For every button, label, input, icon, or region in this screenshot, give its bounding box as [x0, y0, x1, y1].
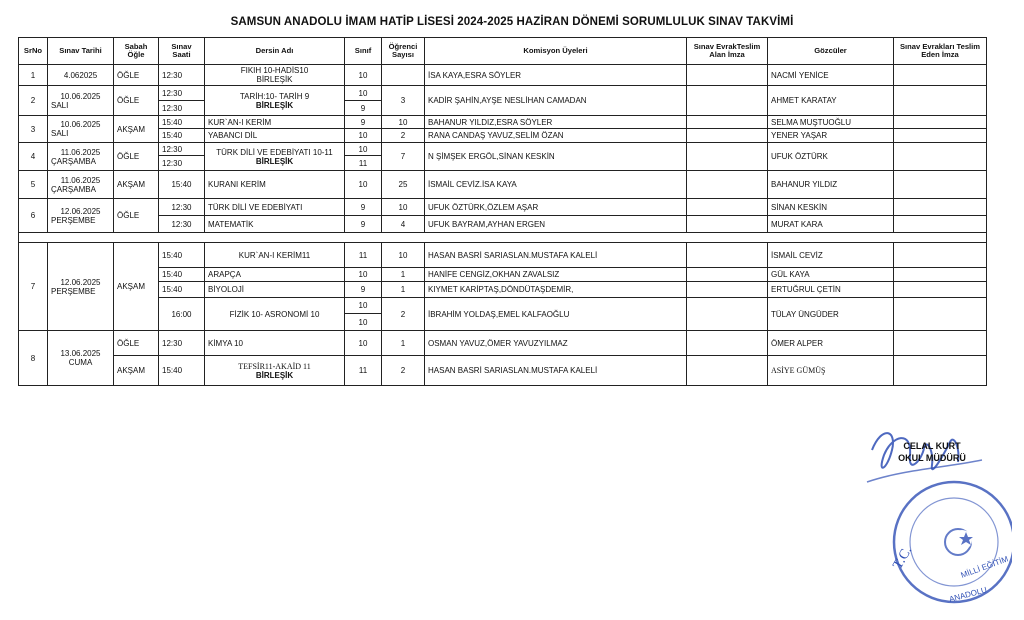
cell-period: ÖĞLE [114, 86, 159, 116]
cell-period: AKŞAM [114, 243, 159, 331]
header-receive-sign: Sınav EvrakTeslim Alan İmza [687, 38, 768, 65]
cell-class: 10 [345, 129, 382, 143]
cell-period: AKŞAM [114, 116, 159, 143]
cell-committee: UFUK BAYRAM,AYHAN ERGEN [425, 216, 687, 233]
header-class: Sınıf [345, 38, 382, 65]
cell-deliver-sign [894, 331, 987, 356]
cell-time: 15:40 [159, 243, 205, 268]
cell-course: BİYOLOJİ [205, 282, 345, 298]
cell-class: 10 [345, 331, 382, 356]
cell-proctor: AHMET KARATAY [768, 86, 894, 116]
cell-count: 1 [382, 282, 425, 298]
cell-deliver-sign [894, 282, 987, 298]
cell-receive-sign [687, 86, 768, 116]
cell-course: TÜRK DİLİ VE EDEBİYATI [205, 199, 345, 216]
cell-date: 4.062025 [48, 65, 114, 86]
cell-committee: İBRAHİM YOLDAŞ,EMEL KALFAOĞLU [425, 298, 687, 331]
spacer-cell [19, 233, 987, 243]
cell-deliver-sign [894, 298, 987, 331]
cell-proctor: NACMİ YENİCE [768, 65, 894, 86]
seal-ministry-text: MİLLİ EĞİTİM [959, 554, 1010, 580]
table-row [19, 143, 987, 156]
cell-srno: 3 [19, 116, 48, 143]
cell-course [205, 143, 345, 171]
cell-time: 12:30 [159, 65, 205, 86]
cell-course [205, 65, 345, 86]
cell-class: 11 [345, 156, 382, 171]
cell-count: 4 [382, 216, 425, 233]
cell-class: 9 [345, 116, 382, 129]
cell-committee: HASAN BASRİ SARIASLAN.MUSTAFA KALELİ [425, 243, 687, 268]
table-row [19, 298, 987, 314]
header-proctors: Gözcüler [768, 38, 894, 65]
cell-count: 1 [382, 268, 425, 282]
cell-time: 12:30 [159, 101, 205, 116]
cell-committee: HASAN BASRİ SARIASLAN.MUSTAFA KALELİ [425, 356, 687, 386]
cell-count: 2 [382, 298, 425, 331]
cell-date [48, 86, 114, 116]
document-title: SAMSUN ANADOLU İMAM HATİP LİSESİ 2024-2025 HAZİRAN DÖNEMİ SORUMLULUK SINAV TAKVİMİ [230, 16, 794, 28]
day-value: PERŞEMBE [51, 286, 96, 296]
cell-srno: 1 [19, 65, 48, 86]
course-name: TARİH:10- TARİH 9 [239, 91, 310, 101]
cell-class: 10 [345, 65, 382, 86]
cell-period: ÖĞLE [114, 199, 159, 233]
cell-count [382, 65, 425, 86]
cell-srno: 4 [19, 143, 48, 171]
cell-count: 25 [382, 171, 425, 199]
cell-period: AKŞAM [114, 171, 159, 199]
cell-date [48, 199, 114, 233]
table-row [19, 129, 987, 143]
cell-time: 12:30 [159, 143, 205, 156]
day-value: CUMA [68, 358, 93, 367]
header-srno: SrNo [19, 38, 48, 65]
cell-time: 12:30 [159, 331, 205, 356]
cell-deliver-sign [894, 199, 987, 216]
cell-receive-sign [687, 129, 768, 143]
cell-class: 9 [345, 199, 382, 216]
cell-time: 12:30 [159, 216, 205, 233]
cell-time: 12:30 [159, 156, 205, 171]
course-name: FIKIH 10-HADİS10 [240, 66, 309, 75]
cell-date [48, 331, 114, 386]
exam-schedule-table [18, 37, 987, 386]
cell-receive-sign [687, 216, 768, 233]
cell-proctor: ERTUĞRUL ÇETİN [768, 282, 894, 298]
principal-name: CELAL KURT [903, 441, 961, 451]
cell-receive-sign [687, 331, 768, 356]
cell-proctor: MURAT KARA [768, 216, 894, 233]
cell-course: KUR`AN-I KERİM [205, 116, 345, 129]
cell-class: 10 [345, 86, 382, 101]
cell-period: AKŞAM [114, 356, 159, 386]
cell-receive-sign [687, 65, 768, 86]
cell-class: 10 [345, 143, 382, 156]
cell-receive-sign [687, 143, 768, 171]
header-committee: Komisyon Üyeleri [425, 38, 687, 65]
seal-tc-text: T.C. [890, 543, 916, 572]
principal-signature-block [872, 440, 992, 464]
cell-period: ÖĞLE [114, 331, 159, 356]
cell-receive-sign [687, 116, 768, 129]
date-value: 12.06.2025 [60, 277, 101, 287]
cell-class: 9 [345, 216, 382, 233]
cell-time: 15:40 [159, 356, 205, 386]
cell-committee: KIYMET KARİPTAŞ,DÖNDÜTAŞDEMİR, [425, 282, 687, 298]
cell-receive-sign [687, 298, 768, 331]
seal-anadolu-text: ANADOLU [948, 585, 988, 604]
cell-deliver-sign [894, 268, 987, 282]
day-value: SALI [51, 100, 69, 110]
course-combined: BİRLEŞİK [256, 75, 293, 84]
course-name: TEFSİR11-AKAİD 11 [238, 361, 311, 371]
cell-course: KİMYA 10 [205, 331, 345, 356]
date-value: 12.06.2025 [60, 206, 101, 216]
cell-class: 10 [345, 314, 382, 331]
cell-proctor: SİNAN KESKİN [768, 199, 894, 216]
cell-srno: 7 [19, 243, 48, 331]
day-value: SALI [51, 129, 69, 138]
cell-committee: UFUK ÖZTÜRK,ÖZLEM AŞAR [425, 199, 687, 216]
course-combined: BİRLEŞİK [255, 100, 294, 110]
cell-receive-sign [687, 268, 768, 282]
cell-count: 10 [382, 116, 425, 129]
cell-proctor: TÜLAY ÜNGÜDER [768, 298, 894, 331]
cell-class: 11 [345, 243, 382, 268]
table-row [19, 282, 987, 298]
cell-committee: İSMAİL CEVİZ.İSA KAYA [425, 171, 687, 199]
cell-committee: RANA CANDAŞ YAVUZ,SELİM ÖZAN [425, 129, 687, 143]
date-value: 11.06.2025 [60, 147, 101, 157]
cell-time: 12:30 [159, 86, 205, 101]
table-row [19, 199, 987, 216]
cell-class: 9 [345, 101, 382, 116]
cell-date [48, 243, 114, 331]
cell-deliver-sign [894, 143, 987, 171]
table-row [19, 331, 987, 356]
principal-role: OKUL MÜDÜRÜ [898, 453, 966, 463]
cell-course: MATEMATİK [205, 216, 345, 233]
cell-class: 11 [345, 356, 382, 386]
table-row [19, 116, 987, 129]
cell-course: KUR`AN-I KERİM11 [205, 243, 345, 268]
cell-deliver-sign [894, 356, 987, 386]
cell-course [205, 356, 345, 386]
cell-count: 3 [382, 86, 425, 116]
cell-committee: KADİR ŞAHİN,AYŞE NESLİHAN CAMADAN [425, 86, 687, 116]
cell-deliver-sign [894, 116, 987, 129]
table-row [19, 65, 987, 86]
cell-course: YABANCI DİL [205, 129, 345, 143]
cell-course [205, 86, 345, 116]
cell-committee: N ŞİMŞEK ERGÖL,SİNAN KESKİN [425, 143, 687, 171]
cell-deliver-sign [894, 86, 987, 116]
header-course: Dersin Adı [205, 38, 345, 65]
cell-count: 10 [382, 199, 425, 216]
cell-proctor: UFUK ÖZTÜRK [768, 143, 894, 171]
cell-time: 15:40 [159, 116, 205, 129]
cell-proctor: GÜL KAYA [768, 268, 894, 282]
cell-time: 15:40 [159, 282, 205, 298]
cell-course: KURANI KERİM [205, 171, 345, 199]
cell-course: FİZİK 10- ASRONOMİ 10 [205, 298, 345, 331]
cell-receive-sign [687, 171, 768, 199]
cell-count: 2 [382, 129, 425, 143]
cell-count: 10 [382, 243, 425, 268]
cell-date [48, 143, 114, 171]
cell-srno: 8 [19, 331, 48, 386]
cell-class: 10 [345, 171, 382, 199]
header-date: Sınav Tarihi [48, 38, 114, 65]
cell-class: 9 [345, 282, 382, 298]
course-combined: BİRLEŞİK [255, 156, 294, 166]
cell-date [48, 116, 114, 143]
cell-count: 7 [382, 143, 425, 171]
day-value: ÇARŞAMBA [51, 184, 96, 194]
cell-time: 15:40 [159, 268, 205, 282]
cell-proctor: YENER YAŞAR [768, 129, 894, 143]
cell-period: ÖĞLE [114, 143, 159, 171]
cell-time: 15:40 [159, 129, 205, 143]
cell-deliver-sign [894, 65, 987, 86]
date-value: 10.06.2025 [60, 91, 101, 101]
cell-committee: HANİFE CENGİZ,OKHAN ZAVALSIZ [425, 268, 687, 282]
cell-count: 2 [382, 356, 425, 386]
cell-receive-sign [687, 243, 768, 268]
header-row [19, 38, 987, 65]
cell-time: 16:00 [159, 298, 205, 331]
header-time: Sınav Saati [159, 38, 205, 65]
header-deliver-sign: Sınav Evrakları Teslim Eden İmza [894, 38, 987, 65]
cell-count: 1 [382, 331, 425, 356]
table-row [19, 171, 987, 199]
cell-time: 15:40 [159, 171, 205, 199]
cell-date [48, 171, 114, 199]
cell-receive-sign [687, 356, 768, 386]
table-row [19, 86, 987, 101]
date-value: 13.06.2025 [60, 349, 101, 358]
cell-receive-sign [687, 199, 768, 216]
date-value: 10.06.2025 [60, 120, 101, 129]
cell-receive-sign [687, 282, 768, 298]
header-period: Sabah Öğle [114, 38, 159, 65]
cell-srno: 6 [19, 199, 48, 233]
day-value: PERŞEMBE [51, 215, 96, 225]
header-student-count: Öğrenci Sayısı [382, 38, 425, 65]
table-row [19, 216, 987, 233]
course-combined: BİRLEŞİK [255, 370, 294, 380]
cell-srno: 5 [19, 171, 48, 199]
cell-committee: OSMAN YAVUZ,ÖMER YAVUZYILMAZ [425, 331, 687, 356]
cell-course: ARAPÇA [205, 268, 345, 282]
cell-committee: BAHANUR YILDIZ,ESRA SÖYLER [425, 116, 687, 129]
table-row [19, 356, 987, 386]
course-name: TÜRK DİLİ VE EDEBİYATI 10-11 [216, 147, 333, 157]
cell-time: 12:30 [159, 199, 205, 216]
cell-proctor: İSMAİL CEVİZ [768, 243, 894, 268]
cell-proctor: ASİYE GÜMÜŞ [768, 356, 894, 386]
cell-proctor: ÖMER ALPER [768, 331, 894, 356]
cell-class: 10 [345, 298, 382, 314]
day-value: ÇARŞAMBA [51, 156, 96, 166]
date-value: 11.06.2025 [60, 175, 101, 185]
cell-deliver-sign [894, 243, 987, 268]
cell-proctor: BAHANUR YILDIZ [768, 171, 894, 199]
table-row [19, 268, 987, 282]
table-row [19, 233, 987, 243]
table-row [19, 243, 987, 268]
cell-period: ÖĞLE [114, 65, 159, 86]
cell-deliver-sign [894, 171, 987, 199]
cell-proctor: SELMA MUŞTUOĞLU [768, 116, 894, 129]
cell-srno: 2 [19, 86, 48, 116]
cell-deliver-sign [894, 216, 987, 233]
cell-deliver-sign [894, 129, 987, 143]
cell-committee: İSA KAYA,ESRA SÖYLER [425, 65, 687, 86]
cell-class: 10 [345, 268, 382, 282]
